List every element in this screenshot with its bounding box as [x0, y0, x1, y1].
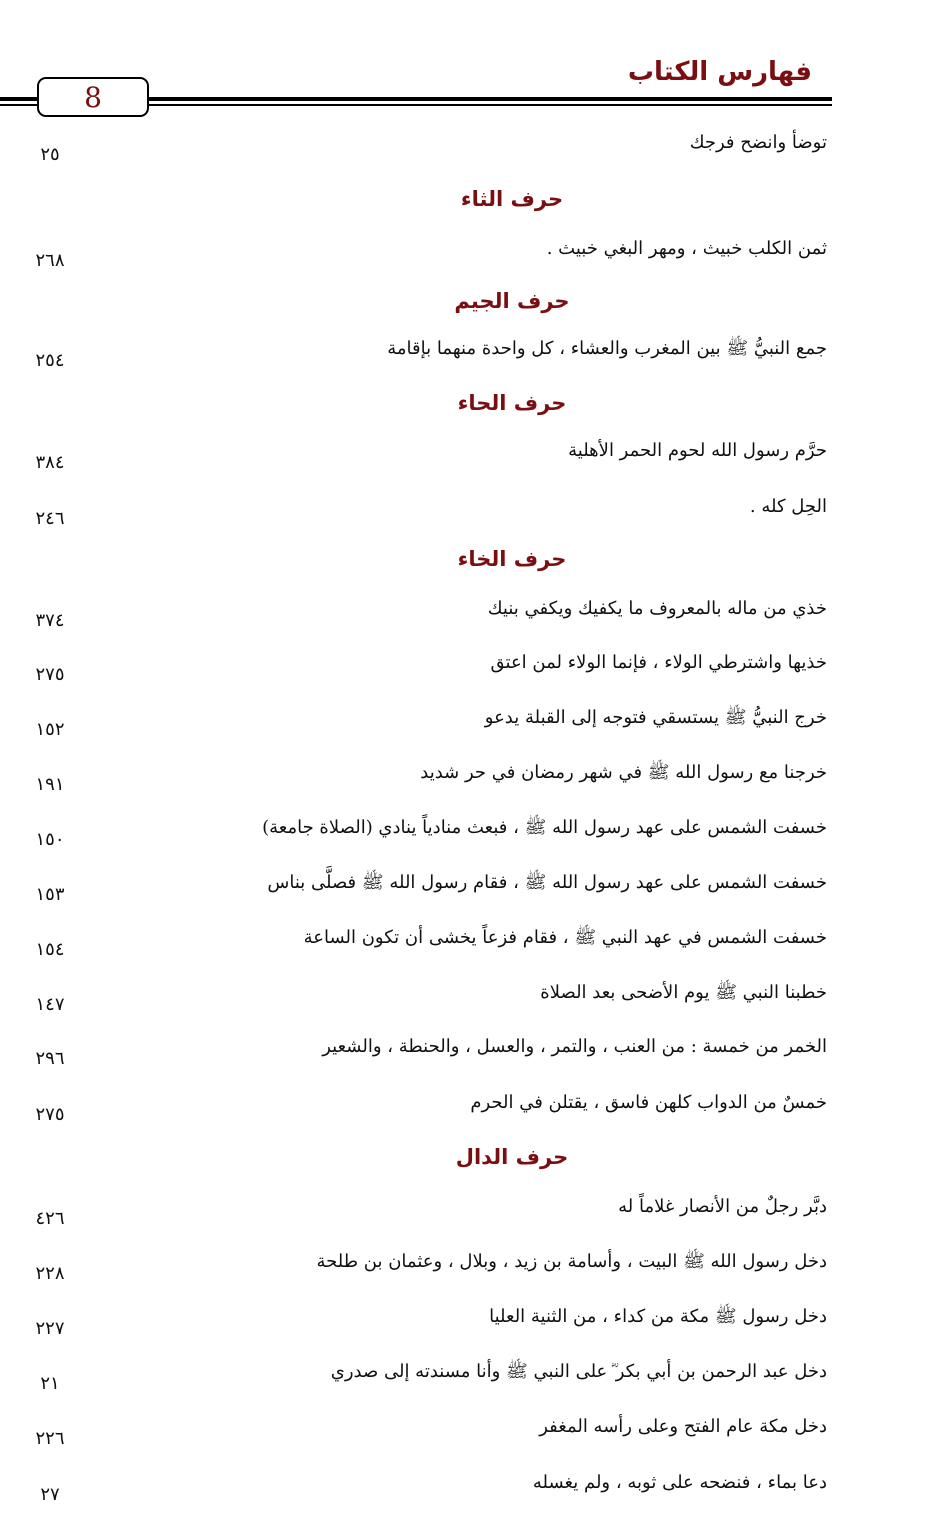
entry-page-number: ٣٨٤: [35, 452, 65, 473]
index-entry: [0, 1357, 945, 1397]
entry-page-number: ٢٩٦: [35, 1048, 65, 1069]
entry-text: دعا بماء ، فنضحه على ثوبه ، ولم يغسله: [532, 1472, 827, 1493]
entry-page-number: ١٥٣: [35, 884, 65, 905]
index-entry: [0, 436, 945, 476]
entry-page-number: ٢٢٨: [35, 1263, 65, 1284]
section-heading: حرف الحاء: [457, 391, 567, 415]
entry-text: خطبنا النبي ﷺ يوم الأضحى بعد الصلاة: [540, 982, 827, 1003]
index-entry: [0, 334, 945, 374]
entry-text: توضأ وانضح فرجك: [689, 132, 827, 153]
entry-text: الخمر من خمسة : من العنب ، والتمر ، والعسل ، والحنطة ، والشعير: [322, 1036, 827, 1057]
entry-text: خسفت الشمس على عهد رسول الله ﷺ ، فبعث منادياً ينادي (الصلاة جامعة): [262, 817, 827, 838]
entry-text: دخل رسول ﷺ مكة من كداء ، من الثنية العليا: [489, 1306, 827, 1327]
index-entry: [0, 1412, 945, 1452]
index-entry: [0, 234, 945, 274]
entry-text: خمسٌ من الدواب كلهن فاسق ، يقتلن في الحرم: [470, 1092, 827, 1113]
entry-text: جمع النبيُّ ﷺ بين المغرب والعشاء ، كل واحدة منهما بإقامة: [387, 338, 827, 359]
index-entry: [0, 758, 945, 798]
index-entry: [0, 703, 945, 743]
entry-text: دخل رسول الله ﷺ البيت ، وأسامة بن زيد ، وبلال ، وعثمان بن طلحة: [316, 1251, 827, 1272]
entry-page-number: ١٤٧: [35, 994, 65, 1015]
entry-page-number: ١٩١: [35, 774, 65, 795]
index-entry: [0, 648, 945, 688]
entry-page-number: ٢٧٥: [35, 1104, 65, 1125]
page-header-title: فهارس الكتاب: [627, 57, 812, 87]
entry-page-number: ٢٤٦: [35, 508, 65, 529]
index-entry: [0, 1247, 945, 1287]
index-entry: [0, 1302, 945, 1342]
index-entry: [0, 1192, 945, 1232]
index-entry: [0, 594, 945, 634]
entry-text: دخل عبد الرحمن بن أبي بكر ؓ على النبي ﷺ وأنا مسندته إلى صدري: [330, 1361, 827, 1382]
section-heading: حرف الثاء: [460, 187, 564, 211]
entry-page-number: ٢٥: [40, 144, 60, 165]
entry-page-number: ٢١: [40, 1373, 60, 1394]
index-entry: [0, 1088, 945, 1128]
entry-text: خذي من ماله بالمعروف ما يكفيك ويكفي بنيك: [487, 598, 827, 619]
entry-text: خسفت الشمس في عهد النبي ﷺ ، فقام فزعاً يخشى أن تكون الساعة: [303, 927, 827, 948]
entry-text: خرج النبيُّ ﷺ يستسقي فتوجه إلى القبلة يدعو: [484, 707, 827, 728]
page-number-box: [37, 77, 149, 117]
entry-text: خسفت الشمس على عهد رسول الله ﷺ ، فقام رسول الله ﷺ فصلَّى بناس: [267, 872, 827, 893]
entry-page-number: ١٥٤: [35, 939, 65, 960]
section-heading: حرف الجيم: [454, 289, 570, 313]
entry-text: ثمن الكلب خبيث ، ومهر البغي خبيث .: [546, 238, 827, 259]
section-heading: حرف الخاء: [457, 547, 567, 571]
index-entry: [0, 813, 945, 853]
index-entry: [0, 868, 945, 908]
entry-text: دبَّر رجلٌ من الأنصار غلاماً له: [618, 1196, 827, 1217]
entry-page-number: ٢٧٥: [35, 664, 65, 685]
entry-page-number: ٢٥٤: [35, 350, 65, 371]
entry-text: خرجنا مع رسول الله ﷺ في شهر رمضان في حر شديد: [420, 762, 827, 783]
page-number: 8: [84, 80, 102, 114]
entry-page-number: ٢٧: [40, 1484, 60, 1505]
entry-page-number: ٢٢٧: [35, 1318, 65, 1339]
entry-page-number: ١٥٠: [35, 829, 65, 850]
entry-page-number: ٢٢٦: [35, 1428, 65, 1449]
entry-text: حرَّم رسول الله لحوم الحمر الأهلية: [568, 440, 827, 461]
entry-page-number: ٣٧٤: [35, 610, 65, 631]
index-entry: [0, 128, 945, 168]
index-entry: [0, 1468, 945, 1508]
section-heading: حرف الدال: [455, 1145, 569, 1169]
entry-page-number: ٤٢٦: [35, 1208, 65, 1229]
index-entry: [0, 923, 945, 963]
index-entry: [0, 978, 945, 1018]
index-entry: [0, 1032, 945, 1072]
entry-page-number: ٢٦٨: [35, 250, 65, 271]
entry-text: دخل مكة عام الفتح وعلى رأسه المغفر: [539, 1416, 827, 1437]
entry-page-number: ١٥٢: [35, 719, 65, 740]
entry-text: خذيها واشترطي الولاء ، فإنما الولاء لمن اعتق: [490, 652, 827, 673]
index-entry: [0, 492, 945, 532]
entry-text: الحِل كله .: [749, 496, 827, 517]
